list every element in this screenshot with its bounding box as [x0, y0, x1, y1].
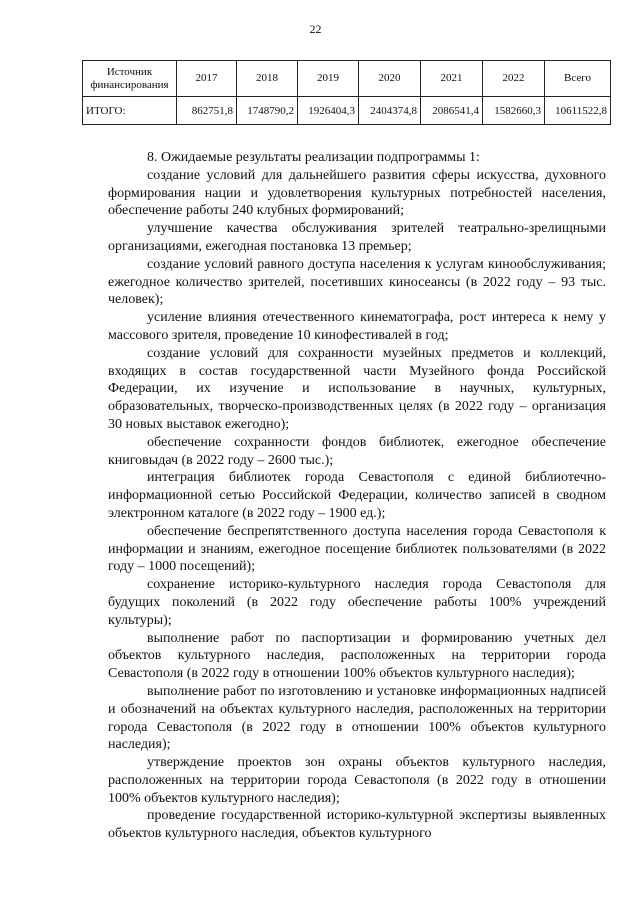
- financing-table: [82, 60, 611, 125]
- page-number: 22: [309, 22, 322, 36]
- paragraph: сохранение историко-культурного наследия города Севастополя для будущих поколений (в 2022 году обеспечение работы 100% учреждений культуры);: [108, 577, 606, 628]
- header-source: Источник финансирования: [83, 61, 177, 97]
- header-year: 2022: [483, 61, 545, 97]
- table-header-row: [83, 61, 611, 97]
- paragraph: усиление влияния отечественного кинематографа, рост интереса к нему у массового зрителя, проведение 10 кинофестивалей в год;: [108, 310, 606, 343]
- paragraph: утверждение проектов зон охраны объектов культурного наследия, расположенных на территории города Севастополя (в 2022 году в отношении 100% объектов культурного наследия);: [108, 755, 606, 806]
- paragraph: создание условий равного доступа населения к услугам кинообслуживания; ежегодное количество зрителей, посетивших киносеансы (в 2022 году – 93 тыс. человек);: [108, 256, 606, 308]
- document-body: [108, 149, 606, 843]
- table-cell: 1926404,3: [298, 97, 359, 125]
- paragraph: улучшение качества обслуживания зрителей театрально-зрелищными организациями, ежегодная постановка 13 премьер;: [108, 221, 606, 254]
- paragraph: создание условий для дальнейшего развития сферы искусства, духовного формирования нации и удовлетворения культурных потребностей населения, обеспечение работы 240 клубных формирований;: [108, 167, 606, 219]
- header-total: Всего: [545, 61, 611, 97]
- section-heading: 8. Ожидаемые результаты реализации подпрограммы 1:: [147, 150, 480, 165]
- header-year: 2020: [359, 61, 421, 97]
- paragraph: обеспечение беспрепятственного доступа населения города Севастополя к информации и знаниям, ежегодное посещение библиотек пользователями (в 2022 году – 1000 посещений);: [108, 523, 606, 575]
- header-year: 2018: [237, 61, 298, 97]
- paragraph: проведение государственной историко-культурной экспертизы выявленных объектов культурного наследия, объектов культурного: [108, 808, 606, 842]
- paragraph: выполнение работ по изготовлению и установке информационных надписей и обозначений на объектах культурного наследия, расположенных на территории города Севастополя (в 2022 году в отношении 100% объектов культурного наследия);: [108, 683, 606, 753]
- table-cell: 2404374,8: [359, 97, 421, 125]
- header-year: 2019: [298, 61, 359, 97]
- table-cell: 10611522,8: [545, 97, 611, 125]
- table-cell: 1748790,2: [237, 97, 298, 125]
- paragraph: интеграция библиотек города Севастополя с единой библиотечно-информационной сетью Российской Федерации, количество записей в сводном электронном каталоге (в 2022 году – 1900 ед.);: [108, 470, 606, 521]
- table-row: [83, 97, 611, 125]
- table-cell: 862751,8: [177, 97, 237, 125]
- paragraph: создание условий для сохранности музейных предметов и коллекций, входящих в состав государственной части Музейного фонда Российской Федерации, их изучение и использование в научных, культурных, образовательных, творческо-производственных целях (в 2022 году – организация 30 новых выставок ежегодно);: [108, 345, 606, 432]
- paragraph: выполнение работ по паспортизации и формированию учетных дел объектов культурного наследия, расположенных на территории города Севастополя (в 2022 году в отношении 100% объектов культурного наследия);: [108, 630, 606, 682]
- header-year: 2021: [421, 61, 483, 97]
- total-label: ИТОГО:: [83, 97, 177, 125]
- paragraph: обеспечение сохранности фондов библиотек, ежегодное обеспечение книговыдач (в 2022 году – 2600 тыс.);: [108, 434, 606, 468]
- table-cell: 1582660,3: [483, 97, 545, 125]
- header-year: 2017: [177, 61, 237, 97]
- table-cell: 2086541,4: [421, 97, 483, 125]
